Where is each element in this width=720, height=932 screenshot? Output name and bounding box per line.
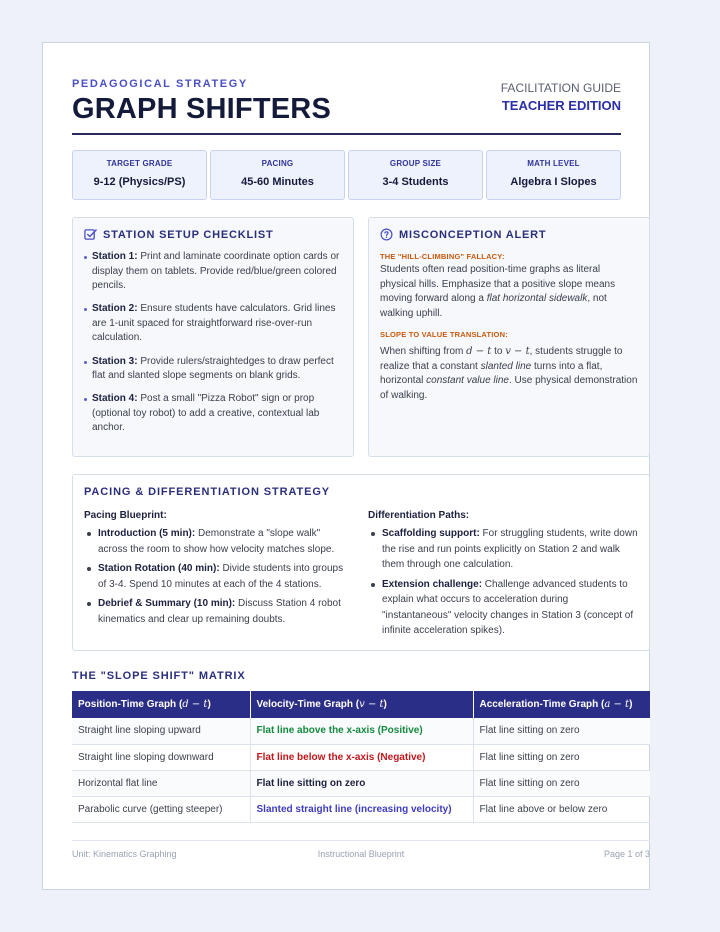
differentiation-title: Differentiation Paths: (368, 510, 470, 521)
item-text: Challenge advanced students to explain what occurs to acceleration during "instantaneous" velocity changes in Station 3 (concept of infinite acceleration spikes). (382, 578, 634, 636)
column-header (72, 691, 250, 718)
stat-group-size (348, 150, 483, 200)
header-text: ) (629, 699, 633, 710)
header-text: ) (383, 699, 387, 710)
checkbox-icon (84, 228, 97, 241)
item-label: Introduction (5 min): (98, 528, 196, 539)
footer-unit: Unit: Kinematics Graphing (72, 849, 177, 859)
math-expression: v − t (505, 346, 530, 357)
misconception-alert-card (368, 217, 650, 457)
item-label: Station 2: (92, 303, 138, 315)
slope-shift-table (72, 691, 650, 823)
stat-label: PACING (261, 159, 294, 168)
stat-value: 3-4 Students (382, 176, 449, 188)
table-cell: Flat line sitting on zero (473, 744, 650, 770)
item-text: For struggling students, write down the rise and run points explicitly on Station 2 and walk them through one calculation. (382, 528, 638, 570)
pacing-strategy-title: PACING & DIFFERENTIATION STRATEGY (84, 486, 331, 498)
column-header (250, 691, 473, 718)
math-expression: d − t (182, 699, 208, 710)
item-label: Debrief & Summary (10 min): (98, 598, 236, 609)
stat-target-grade (72, 150, 207, 200)
emphasis: flat horizontal sidewalk (486, 293, 588, 305)
text: , students struggle to realize that a constant (380, 346, 623, 372)
item-label: Station 1: (92, 251, 138, 262)
translation-subheading: SLOPE TO VALUE TRANSLATION: (380, 330, 508, 339)
math-expression: d − t (466, 346, 492, 357)
stat-math-level (486, 150, 621, 200)
header-text: Position-Time Graph ( (78, 699, 183, 710)
table-cell: Flat line below the x-axis (Negative) (250, 744, 473, 770)
text: . Use physical demonstration of walking. (380, 375, 638, 401)
differentiation-list (368, 526, 640, 643)
list-item (84, 561, 352, 592)
misconception-heading (380, 228, 546, 241)
item-text: Provide rulers/straightedges to draw perfect flat and slanted slope segments on blank grids. (92, 355, 334, 382)
table-cell: Flat line sitting on zero (473, 718, 650, 744)
table-cell: Flat line above or below zero (473, 796, 650, 822)
table-header-row (72, 691, 650, 718)
list-item (368, 526, 640, 573)
pacing-blueprint-title: Pacing Blueprint: (84, 510, 167, 521)
stat-label: TARGET GRADE (106, 159, 173, 168)
math-expression: a − t (604, 699, 630, 710)
pacing-strategy-card (72, 474, 650, 651)
table-cell: Straight line sloping downward (72, 744, 250, 770)
list-item (84, 250, 342, 294)
stat-label: MATH LEVEL (527, 159, 580, 168)
footer-page-number: Page 1 of 3 (603, 849, 650, 859)
table-cell: Horizontal flat line (72, 770, 250, 796)
item-label: Station 3: (92, 355, 138, 367)
header-text: Velocity-Time Graph ( (256, 699, 360, 710)
column-header (473, 691, 650, 718)
stat-pacing (210, 150, 345, 200)
header-text: Acceleration-Time Graph ( (479, 699, 605, 710)
list-item (84, 355, 342, 384)
stat-value: Algebra I Slopes (510, 176, 597, 188)
list-item (84, 392, 342, 436)
text: , not walking uphill. (380, 293, 607, 319)
item-text: Discuss Station 4 robot kinematics and clear up remaining doubts. (98, 598, 341, 625)
item-text: Divide students into groups of 3-4. Spend 10 minutes at each of the 4 stations. (98, 563, 344, 590)
table-cell: Parabolic curve (getting steeper) (72, 796, 250, 822)
table-cell: Flat line above the x-axis (Positive) (250, 718, 473, 744)
fallacy-paragraph (380, 263, 638, 321)
item-text: Post a small "Pizza Robot" sign or prop (optional toy robot) to add a creative, contextual lab anchor. (92, 393, 320, 434)
table-cell: Straight line sloping upward (72, 718, 250, 744)
station-setup-list (84, 250, 342, 445)
text: Students often read position-time graphs as literal physical hills. Emphasize that a positive slope means moving forward along a (380, 264, 616, 305)
header-divider (72, 133, 621, 135)
text: turns into a flat, horizontal (380, 360, 603, 387)
header-text: ) (207, 699, 211, 710)
stat-value: 45-60 Minutes (241, 176, 314, 188)
translation-paragraph (380, 345, 638, 403)
footer-divider (72, 840, 650, 841)
item-text: Ensure students have calculators. Grid lines are 1-unit spaced for straightforward rise-over-run calculation. (92, 303, 336, 344)
item-text: Print and laminate coordinate option cards or display them on tablets. Provide red/blue/green colored pencils. (92, 251, 340, 292)
table-row (72, 796, 650, 822)
item-text: Demonstrate a "slope walk" across the room to show how velocity matches slope. (98, 528, 335, 555)
stat-label: GROUP SIZE (389, 159, 442, 168)
matrix-title: THE "SLOPE SHIFT" MATRIX (72, 670, 246, 682)
page-title: GRAPH SHIFTERS (72, 93, 331, 125)
table-cell: Flat line sitting on zero (473, 770, 650, 796)
item-label: Station 4: (92, 393, 138, 405)
text: When shifting from (380, 346, 467, 357)
station-setup-heading (84, 228, 274, 241)
list-item (84, 302, 342, 346)
page (42, 42, 650, 890)
kicker: PEDAGOGICAL STRATEGY (72, 78, 248, 90)
table-cell: Flat line sitting on zero (250, 770, 473, 796)
stats-row (72, 150, 621, 200)
emphasis: constant value line (426, 375, 509, 387)
station-setup-card (72, 217, 354, 457)
item-label: Extension challenge: (382, 578, 483, 590)
pacing-blueprint-list (84, 526, 352, 631)
item-label: Scaffolding support: (382, 528, 480, 539)
misconception-title: MISCONCEPTION ALERT (399, 228, 547, 241)
station-setup-title: STATION SETUP CHECKLIST (103, 228, 274, 241)
table-row (72, 744, 650, 770)
item-label: Station Rotation (40 min): (98, 563, 220, 574)
list-item (84, 526, 352, 557)
stat-value: 9-12 (Physics/PS) (93, 176, 186, 188)
math-expression: v − t (359, 699, 384, 710)
table-row (72, 718, 650, 744)
text: to (491, 346, 506, 357)
edition-label: TEACHER EDITION (501, 98, 621, 113)
list-item (84, 596, 352, 627)
emphasis: slanted line (480, 360, 532, 372)
footer-title: Instructional Blueprint (317, 849, 405, 859)
fallacy-subheading: THE "HILL-CLIMBING" FALLACY: (380, 252, 505, 261)
table-cell: Slanted straight line (increasing velocity) (250, 796, 473, 822)
guide-label: FACILITATION GUIDE (500, 81, 621, 95)
table-row (72, 770, 650, 796)
question-circle-icon (380, 228, 393, 241)
list-item (368, 577, 640, 639)
